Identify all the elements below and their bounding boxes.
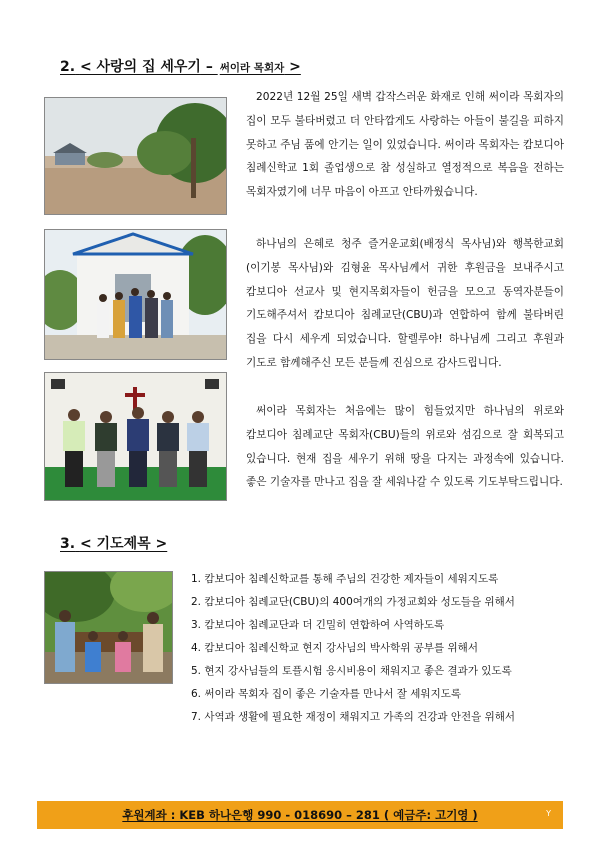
- section-title: < 사랑의 집 세우기: [79, 59, 201, 75]
- prayer-item: 4. 캄보디아 침례신학교 현지 강사님의 박사학위 공부를 위해서: [191, 642, 478, 654]
- section-number: 3.: [60, 536, 76, 552]
- prayer-item: 7. 사역과 생활에 필요한 재정이 채워지고 가족의 건강과 안전을 위해서: [191, 711, 516, 723]
- section-2-heading: [60, 56, 301, 76]
- title-dash: –: [200, 59, 218, 75]
- paragraph-fire-incident: 2022년 12월 25일 새벽 갑작스러운 화재로 인해 써이라 목회자의 집이 모두 불타버렸고 더 안타깝게도 사랑하는 아들이 불길을 피하지 못하고 주님 품에 안기는 일이 있었습니다. 써이라 목회자는 캄보디아 침례신학교 1회 졸업생으로 참 성실하고 열정적으로 복음을 전하는 목회자였기에 너무 마음이 아프고 안타까웠습니다.: [246, 91, 564, 199]
- stage-group-photo: [44, 372, 227, 501]
- church-group-photo: [44, 229, 227, 360]
- section-3-heading: [60, 533, 167, 553]
- paragraph-rebuilding-support: 하나님의 은혜로 청주 즐거운교회(배정식 목사님)와 행복한교회(이기봉 목사님)와 김형윤 목사님께서 귀한 후원금을 보내주시고 캄보디아 선교사 및 현지목회자들이 헌금을 모으고 동역자분들이 기도해주셔서 캄보디아 침례교단(CBU)과 연합하여 함께 불타버린 집을 다시 세우게 되었습니다. 할렐루야! 하나님께 그리고 후원과 기도로 함께해주신 모든 분들께 진심으로 감사드립니다.: [246, 238, 564, 369]
- burned-land-photo: [44, 97, 227, 215]
- prayer-list: [191, 568, 571, 729]
- paragraph-recovery-prayer: 써이라 목회자는 처음에는 많이 힘들었지만 하나님의 위로와 캄보디아 침례교단 목회자(CBU)들의 위로와 섬김으로 잘 회복되고 있습니다. 현재 집을 세우기 위해 땅을 다지는 과정속에 있습니다. 좋은 기술자를 만나고 집을 잘 세워나갈 수 있도록 기도부탁드립니다.: [246, 405, 564, 489]
- section-number: 2.: [60, 59, 76, 75]
- prayer-item: 1. 캄보디아 침례신학교를 통해 주님의 건강한 제자들이 세워지도록: [191, 573, 499, 585]
- donation-account-bar: [37, 801, 563, 829]
- section-title: < 기도제목 >: [79, 536, 168, 552]
- prayer-item: 2. 캄보디아 침례교단(CBU)의 400여개의 가정교회와 성도들을 위해서: [191, 596, 515, 608]
- title-close: >: [284, 59, 301, 75]
- family-photo: [44, 571, 173, 684]
- prayer-item: 3. 캄보디아 침례교단과 더 긴밀히 연합하여 사역하도록: [191, 619, 445, 631]
- prayer-item: 6. 써이라 목회자 집이 좋은 기술자를 만나서 잘 세워지도록: [191, 688, 462, 700]
- section-subtitle: 써이라 목회자: [219, 62, 285, 74]
- page-number: Y: [546, 809, 551, 818]
- prayer-item: 5. 현지 강사님들의 토플시험 응시비용이 채워지고 좋은 결과가 있도록: [191, 665, 512, 677]
- donation-account-text: 후원계좌 : KEB 하나은행 990 - 018690 – 281 ( 예금주: 고기영 ): [122, 808, 478, 822]
